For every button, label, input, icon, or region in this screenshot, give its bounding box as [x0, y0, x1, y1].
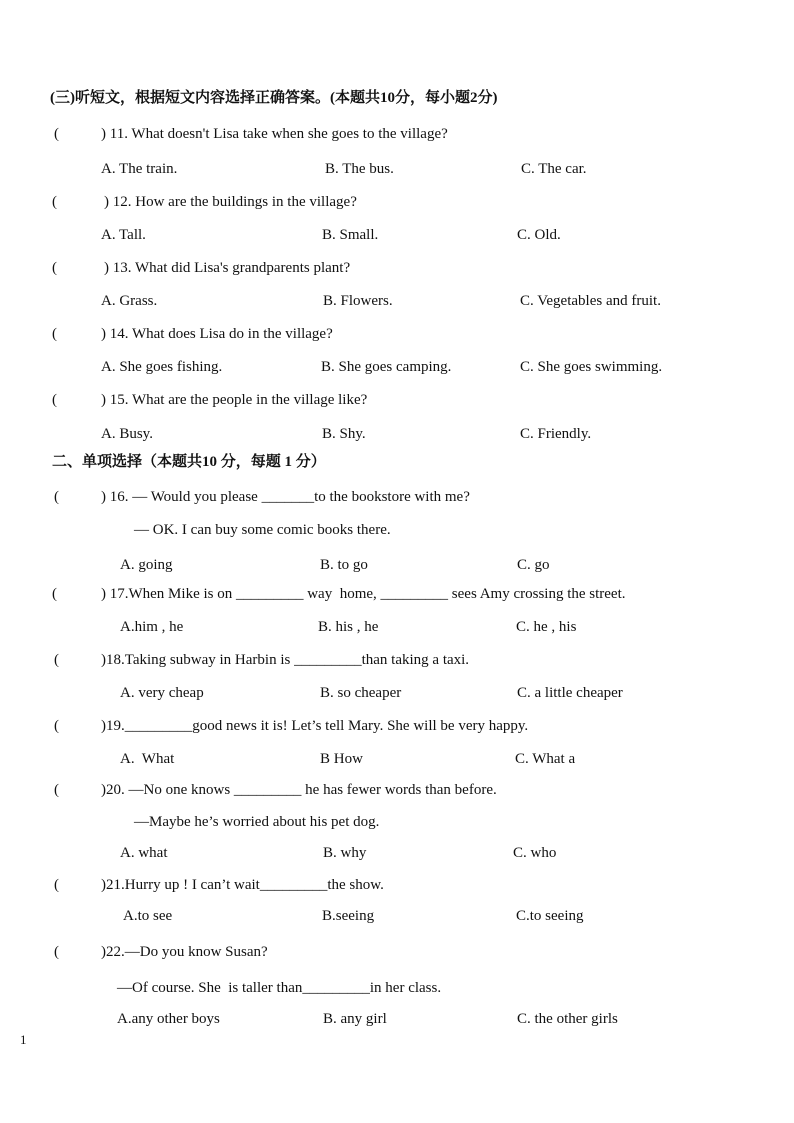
option-a: A. Tall.	[101, 227, 146, 243]
option-a: A.any other boys	[117, 1011, 220, 1027]
answer-bracket: (	[54, 489, 59, 505]
question-18: )18.Taking subway in Harbin is _________than taking a taxi.	[101, 652, 470, 668]
option-c: C. the other girls	[517, 1011, 618, 1027]
question-21: )21.Hurry up ! I can’t wait_________the show.	[101, 877, 384, 893]
question-13: ) 13. What did Lisa's grandparents plant?	[104, 260, 351, 276]
option-a: A. going	[120, 557, 173, 573]
question-12: ) 12. How are the buildings in the village?	[104, 194, 357, 210]
option-b: B How	[320, 751, 363, 767]
answer-bracket: (	[52, 586, 57, 602]
section3-heading: (三)听短文，根据短文内容选择正确答案。(本题共10分，每小题2分)	[50, 90, 498, 106]
question-14: ) 14. What does Lisa do in the village?	[101, 326, 333, 342]
answer-bracket: (	[54, 944, 59, 960]
option-a: A. Grass.	[101, 293, 158, 309]
option-a: A. what	[120, 845, 168, 861]
option-a: A. The train.	[101, 161, 178, 177]
option-b: B. She goes camping.	[321, 359, 452, 375]
option-b: B. The bus.	[325, 161, 394, 177]
answer-bracket: (	[54, 877, 59, 893]
option-b: B. Small.	[322, 227, 379, 243]
section2-heading: 二、单项选择（本题共10 分，每题 1 分）	[52, 454, 326, 470]
option-a: A.him , he	[120, 619, 184, 635]
answer-bracket: (	[54, 126, 59, 142]
option-b: B. to go	[320, 557, 368, 573]
option-c: C. who	[513, 845, 557, 861]
question-16: ) 16. — Would you please _______to the bookstore with me?	[101, 489, 470, 505]
answer-bracket: (	[52, 392, 57, 408]
answer-bracket: (	[54, 652, 59, 668]
option-c: C. go	[517, 557, 550, 573]
option-b: B. Shy.	[322, 426, 366, 442]
question-19: )19._________good news it is! Let’s tell Mary. She will be very happy.	[101, 718, 529, 734]
option-a: A. very cheap	[120, 685, 204, 701]
answer-bracket: (	[52, 194, 57, 210]
option-c: C. She goes swimming.	[520, 359, 663, 375]
option-a: A. She goes fishing.	[101, 359, 223, 375]
page-number: 1	[20, 1032, 27, 1047]
question-22: )22.—Do you know Susan?	[101, 944, 268, 960]
option-c: C. he , his	[516, 619, 577, 635]
question-22-reply: —Of course. She is taller than_________in her class.	[117, 980, 442, 996]
question-16-reply: — OK. I can buy some comic books there.	[134, 522, 391, 538]
option-c: C. Old.	[517, 227, 561, 243]
answer-bracket: (	[54, 718, 59, 734]
option-c: C. a little cheaper	[517, 685, 623, 701]
option-c: C.to seeing	[516, 908, 584, 924]
question-11: ) 11. What doesn't Lisa take when she goes to the village?	[101, 126, 448, 142]
option-b: B.seeing	[322, 908, 375, 924]
option-b: B. so cheaper	[320, 685, 402, 701]
option-b: B. his , he	[318, 619, 379, 635]
question-20-reply: —Maybe he’s worried about his pet dog.	[134, 814, 380, 830]
option-b: B. Flowers.	[323, 293, 393, 309]
answer-bracket: (	[54, 782, 59, 798]
answer-bracket: (	[52, 326, 57, 342]
option-a: A. Busy.	[101, 426, 153, 442]
option-c: C. Friendly.	[520, 426, 592, 442]
option-b: B. any girl	[323, 1011, 387, 1027]
option-a: A.to see	[123, 908, 173, 924]
option-b: B. why	[323, 845, 367, 861]
question-17: ) 17.When Mike is on _________ way home, _________ sees Amy crossing the street.	[101, 586, 626, 602]
question-15: ) 15. What are the people in the village like?	[101, 392, 368, 408]
option-c: C. What a	[515, 751, 576, 767]
option-a: A. What	[120, 751, 175, 767]
option-c: C. The car.	[521, 161, 587, 177]
question-20: )20. —No one knows _________ he has fewer words than before.	[101, 782, 497, 798]
option-c: C. Vegetables and fruit.	[520, 293, 661, 309]
answer-bracket: (	[52, 260, 57, 276]
